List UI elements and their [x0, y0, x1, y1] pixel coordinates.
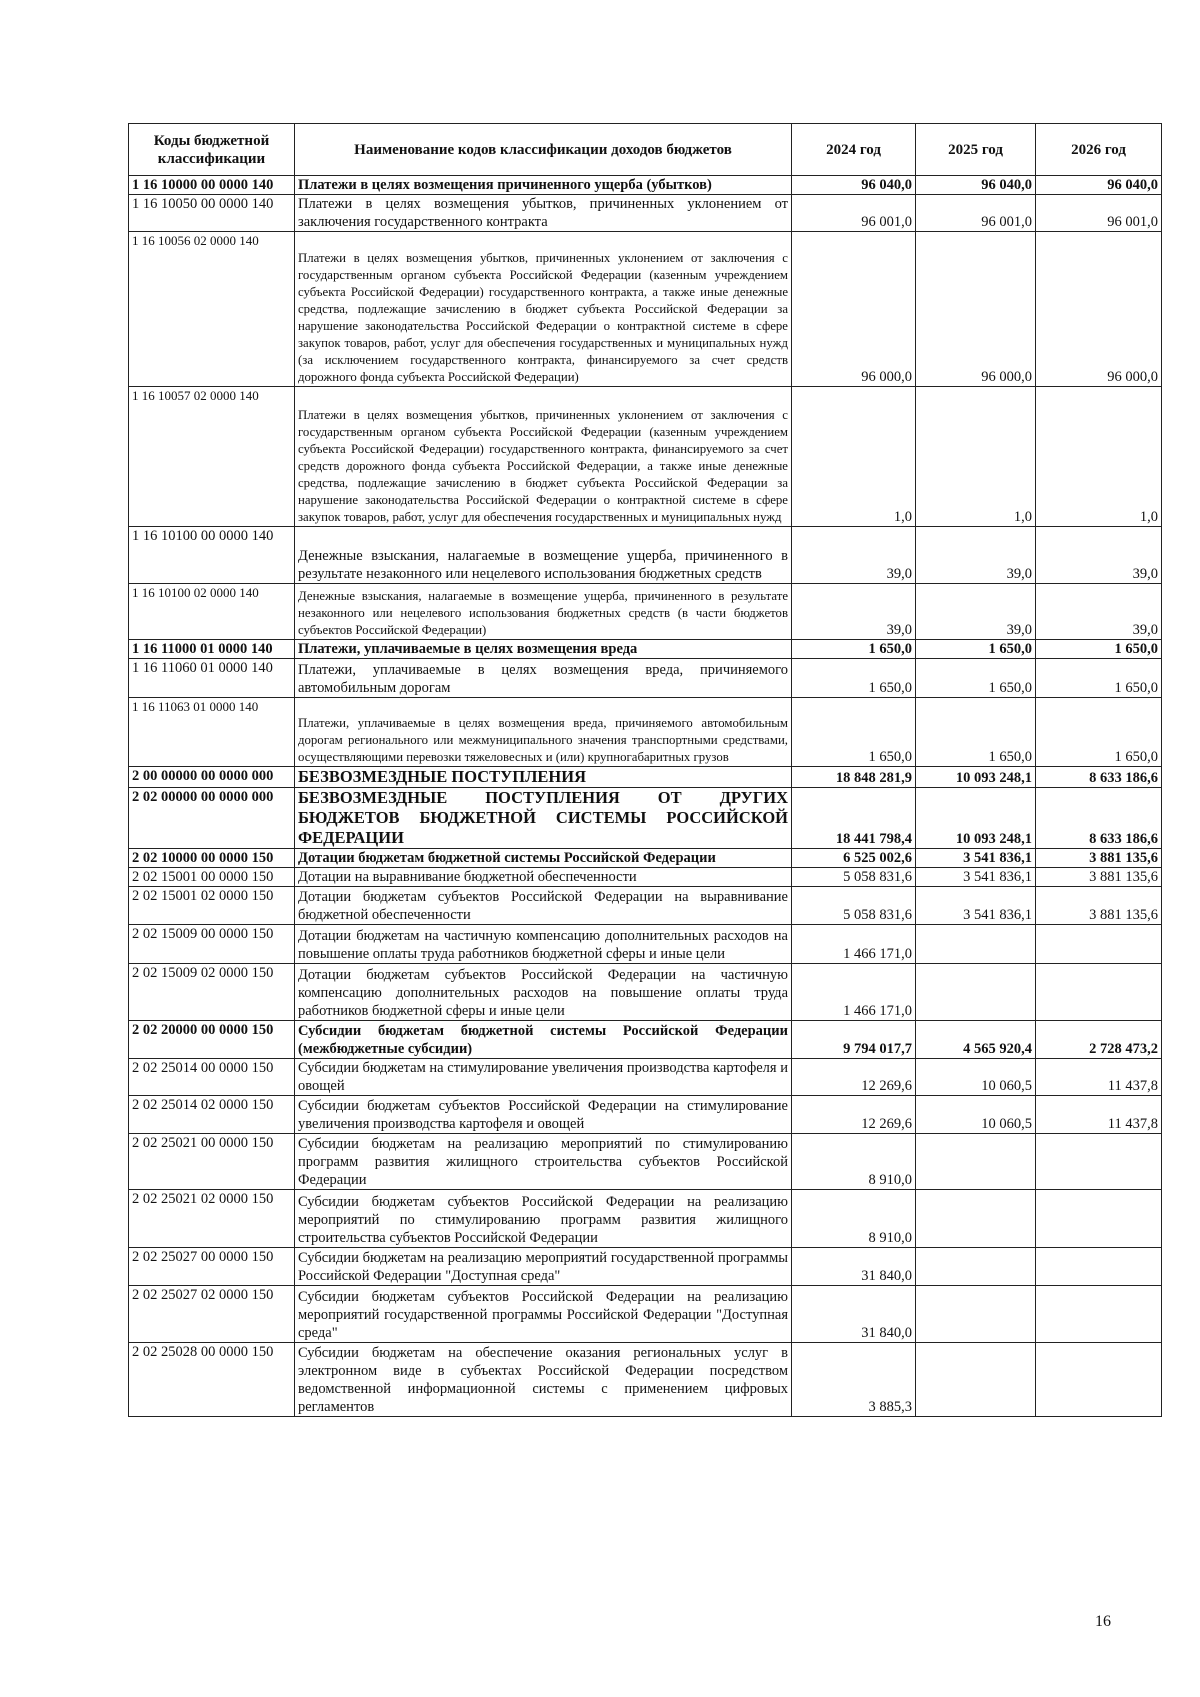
value-2025	[916, 964, 1036, 1021]
page-number: 16	[1095, 1613, 1111, 1630]
value-2025	[916, 1248, 1036, 1286]
budget-code: 2 00 00000 00 0000 000	[129, 767, 295, 788]
budget-code: 2 02 00000 00 0000 000	[129, 788, 295, 849]
value-2026: 96 001,0	[1036, 195, 1162, 232]
budget-item-name: Платежи в целях возмещения убытков, причиненных уклонением от заключения с государственным органом субъекта Российской Федерации (казенным учреждением субъекта Российской Федерации) государственного контракта, финансируемого за счет средств дорожного фонда субъекта Российской Федерации, а также иные денежные средства, подлежащие зачислению в бюджет субъекта Российской Федерации за нарушение законодательства Российской Федерации о контрактной системе в сфере закупок товаров, работ, услуг для обеспечения государственных и муниципальных нужд	[295, 387, 792, 527]
value-2024: 1 466 171,0	[792, 925, 916, 964]
budget-item-name: Платежи в целях возмещения убытков, причиненных уклонением от заключения с государственным органом субъекта Российской Федерации (казенным учреждением субъекта Российской Федерации) государственного контракта, а также иные денежные средства, подлежащие зачислению в бюджет субъекта Российской Федерации за нарушение законодательства Российской Федерации о контрактной системе в сфере закупок товаров, работ, услуг для обеспечения государственных и муниципальных нужд (за исключением государственного контракта, финансируемого за счет средств дорожного фонда субъекта Российской Федерации)	[295, 232, 792, 387]
value-2026	[1036, 1343, 1162, 1417]
value-2024: 18 441 798,4	[792, 788, 916, 849]
value-2024: 8 910,0	[792, 1190, 916, 1248]
table-row	[129, 868, 1162, 887]
budget-code: 2 02 25021 00 0000 150	[129, 1134, 295, 1190]
table-row	[129, 232, 1162, 387]
value-2024: 96 000,0	[792, 232, 916, 387]
value-2025: 1 650,0	[916, 698, 1036, 767]
budget-code: 2 02 10000 00 0000 150	[129, 849, 295, 868]
budget-item-name: Дотации бюджетам субъектов Российской Федерации на частичную компенсацию дополнительных расходов на повышение оплаты труда работников бюджетной сферы и иные цели	[295, 964, 792, 1021]
budget-item-name: Субсидии бюджетам бюджетной системы Российской Федерации (межбюджетные субсидии)	[295, 1021, 792, 1059]
budget-revenue-table	[128, 123, 1162, 1417]
value-2024: 8 910,0	[792, 1134, 916, 1190]
value-2024: 9 794 017,7	[792, 1021, 916, 1059]
budget-code: 2 02 25014 00 0000 150	[129, 1059, 295, 1096]
header-name: Наименование кодов классификации доходов бюджетов	[295, 124, 792, 176]
table-row	[129, 925, 1162, 964]
value-2025: 3 541 836,1	[916, 868, 1036, 887]
budget-item-name: Субсидии бюджетам субъектов Российской Федерации на реализацию мероприятий государственной программы Российской Федерации "Доступная среда"	[295, 1286, 792, 1343]
value-2025	[916, 1190, 1036, 1248]
budget-item-name: Платежи в целях возмещения убытков, причиненных уклонением от заключения государственного контракта	[295, 195, 792, 232]
budget-item-name: Субсидии бюджетам субъектов Российской Федерации на стимулирование увеличения производства картофеля и овощей	[295, 1096, 792, 1134]
table-row	[129, 527, 1162, 584]
budget-code: 1 16 10100 00 0000 140	[129, 527, 295, 584]
table-body	[129, 176, 1162, 1417]
table-row	[129, 1021, 1162, 1059]
header-2026: 2026 год	[1036, 124, 1162, 176]
value-2025: 39,0	[916, 584, 1036, 640]
value-2024: 39,0	[792, 527, 916, 584]
value-2024: 1 650,0	[792, 640, 916, 659]
budget-code: 1 16 11000 01 0000 140	[129, 640, 295, 659]
value-2025: 1 650,0	[916, 659, 1036, 698]
header-2025: 2025 год	[916, 124, 1036, 176]
value-2024: 1 650,0	[792, 698, 916, 767]
value-2024: 6 525 002,6	[792, 849, 916, 868]
value-2026: 1 650,0	[1036, 659, 1162, 698]
value-2025: 39,0	[916, 527, 1036, 584]
budget-code: 2 02 25028 00 0000 150	[129, 1343, 295, 1417]
budget-code: 1 16 11060 01 0000 140	[129, 659, 295, 698]
value-2024: 1,0	[792, 387, 916, 527]
value-2026: 3 881 135,6	[1036, 849, 1162, 868]
budget-item-name: Дотации бюджетам на частичную компенсацию дополнительных расходов на повышение оплаты труда работников бюджетной сферы и иные цели	[295, 925, 792, 964]
value-2026: 8 633 186,6	[1036, 788, 1162, 849]
budget-item-name: Денежные взыскания, налагаемые в возмещение ущерба, причиненного в результате незаконного или нецелевого использования бюджетных средств	[295, 527, 792, 584]
budget-item-name: БЕЗВОЗМЕЗДНЫЕ ПОСТУПЛЕНИЯ	[295, 767, 792, 788]
value-2024: 31 840,0	[792, 1286, 916, 1343]
table-row	[129, 1248, 1162, 1286]
budget-item-name: Платежи, уплачиваемые в целях возмещения вреда, причиняемого автомобильным дорогам	[295, 659, 792, 698]
value-2024: 18 848 281,9	[792, 767, 916, 788]
value-2026: 3 881 135,6	[1036, 868, 1162, 887]
budget-code: 1 16 11063 01 0000 140	[129, 698, 295, 767]
budget-code: 2 02 25027 02 0000 150	[129, 1286, 295, 1343]
budget-item-name: Субсидии бюджетам на обеспечение оказания региональных услуг в электронном виде в субъектах Российской Федерации посредством ведомственной информационной системы с применением цифровых регламентов	[295, 1343, 792, 1417]
budget-code: 2 02 25027 00 0000 150	[129, 1248, 295, 1286]
value-2026: 39,0	[1036, 584, 1162, 640]
budget-item-name: Денежные взыскания, налагаемые в возмещение ущерба, причиненного в результате незаконного или нецелевого использования бюджетных средств (в части бюджетов субъектов Российской Федерации)	[295, 584, 792, 640]
table-row	[129, 698, 1162, 767]
budget-item-name: Дотации бюджетам бюджетной системы Российской Федерации	[295, 849, 792, 868]
budget-item-name: Платежи в целях возмещения причиненного ущерба (убытков)	[295, 176, 792, 195]
budget-code: 1 16 10050 00 0000 140	[129, 195, 295, 232]
value-2025	[916, 1286, 1036, 1343]
value-2025	[916, 925, 1036, 964]
budget-item-name: Дотации на выравнивание бюджетной обеспеченности	[295, 868, 792, 887]
table-row	[129, 849, 1162, 868]
table-row	[129, 887, 1162, 925]
table-row	[129, 640, 1162, 659]
value-2026: 8 633 186,6	[1036, 767, 1162, 788]
value-2024: 5 058 831,6	[792, 887, 916, 925]
value-2026	[1036, 1248, 1162, 1286]
table-row	[129, 387, 1162, 527]
value-2025	[916, 1343, 1036, 1417]
value-2026: 39,0	[1036, 527, 1162, 584]
value-2026: 11 437,8	[1036, 1059, 1162, 1096]
value-2024: 31 840,0	[792, 1248, 916, 1286]
value-2026: 1 650,0	[1036, 640, 1162, 659]
budget-item-name: Платежи, уплачиваемые в целях возмещения вреда	[295, 640, 792, 659]
value-2024: 5 058 831,6	[792, 868, 916, 887]
budget-item-name: Субсидии бюджетам на реализацию мероприятий государственной программы Российской Федерации "Доступная среда"	[295, 1248, 792, 1286]
budget-code: 2 02 25021 02 0000 150	[129, 1190, 295, 1248]
table-row	[129, 584, 1162, 640]
budget-code: 1 16 10100 02 0000 140	[129, 584, 295, 640]
value-2024: 96 040,0	[792, 176, 916, 195]
value-2025: 4 565 920,4	[916, 1021, 1036, 1059]
value-2025: 3 541 836,1	[916, 849, 1036, 868]
value-2025: 3 541 836,1	[916, 887, 1036, 925]
value-2026: 3 881 135,6	[1036, 887, 1162, 925]
table-row	[129, 1134, 1162, 1190]
value-2026	[1036, 925, 1162, 964]
value-2024: 12 269,6	[792, 1059, 916, 1096]
value-2026	[1036, 1134, 1162, 1190]
value-2025: 1,0	[916, 387, 1036, 527]
budget-code: 1 16 10056 02 0000 140	[129, 232, 295, 387]
value-2025: 10 060,5	[916, 1096, 1036, 1134]
value-2025	[916, 1134, 1036, 1190]
value-2026	[1036, 1190, 1162, 1248]
table-row	[129, 1343, 1162, 1417]
value-2026: 1,0	[1036, 387, 1162, 527]
budget-item-name: Субсидии бюджетам субъектов Российской Федерации на реализацию мероприятий по стимулированию программ развития жилищного строительства субъектов Российской Федерации	[295, 1190, 792, 1248]
value-2026	[1036, 1286, 1162, 1343]
value-2025: 1 650,0	[916, 640, 1036, 659]
value-2025: 96 000,0	[916, 232, 1036, 387]
value-2024: 1 466 171,0	[792, 964, 916, 1021]
budget-code: 1 16 10000 00 0000 140	[129, 176, 295, 195]
value-2026	[1036, 964, 1162, 1021]
budget-code: 1 16 10057 02 0000 140	[129, 387, 295, 527]
header-2024: 2024 год	[792, 124, 916, 176]
table-row	[129, 1190, 1162, 1248]
table-row	[129, 767, 1162, 788]
value-2026: 2 728 473,2	[1036, 1021, 1162, 1059]
table-row	[129, 964, 1162, 1021]
budget-item-name: Платежи, уплачиваемые в целях возмещения вреда, причиняемого автомобильным дорогам регионального или межмуниципального значения транспортными средствами, осуществляющими перевозки тяжеловесных и (или) крупногабаритных грузов	[295, 698, 792, 767]
table-row	[129, 1096, 1162, 1134]
budget-item-name: Субсидии бюджетам на стимулирование увеличения производства картофеля и овощей	[295, 1059, 792, 1096]
table-row	[129, 176, 1162, 195]
value-2025: 10 093 248,1	[916, 788, 1036, 849]
budget-item-name: Субсидии бюджетам на реализацию мероприятий по стимулированию программ развития жилищного строительства субъектов Российской Федерации	[295, 1134, 792, 1190]
budget-item-name: БЕЗВОЗМЕЗДНЫЕ ПОСТУПЛЕНИЯ ОТ ДРУГИХ БЮДЖЕТОВ БЮДЖЕТНОЙ СИСТЕМЫ РОССИЙСКОЙ ФЕДЕРАЦИИ	[295, 788, 792, 849]
value-2026: 11 437,8	[1036, 1096, 1162, 1134]
budget-code: 2 02 15009 02 0000 150	[129, 964, 295, 1021]
value-2025: 96 040,0	[916, 176, 1036, 195]
value-2025: 10 060,5	[916, 1059, 1036, 1096]
table-row	[129, 788, 1162, 849]
table-row	[129, 1059, 1162, 1096]
table-row	[129, 195, 1162, 232]
value-2024: 3 885,3	[792, 1343, 916, 1417]
budget-code: 2 02 15001 00 0000 150	[129, 868, 295, 887]
value-2024: 39,0	[792, 584, 916, 640]
table-header-row	[129, 124, 1162, 176]
table-row	[129, 659, 1162, 698]
value-2024: 1 650,0	[792, 659, 916, 698]
budget-code: 2 02 15001 02 0000 150	[129, 887, 295, 925]
value-2026: 96 040,0	[1036, 176, 1162, 195]
value-2026: 1 650,0	[1036, 698, 1162, 767]
header-code: Коды бюджетной классификации	[129, 124, 295, 176]
budget-item-name: Дотации бюджетам субъектов Российской Федерации на выравнивание бюджетной обеспеченности	[295, 887, 792, 925]
table-row	[129, 1286, 1162, 1343]
value-2024: 96 001,0	[792, 195, 916, 232]
value-2026: 96 000,0	[1036, 232, 1162, 387]
value-2024: 12 269,6	[792, 1096, 916, 1134]
value-2025: 96 001,0	[916, 195, 1036, 232]
budget-code: 2 02 25014 02 0000 150	[129, 1096, 295, 1134]
budget-code: 2 02 15009 00 0000 150	[129, 925, 295, 964]
value-2025: 10 093 248,1	[916, 767, 1036, 788]
budget-code: 2 02 20000 00 0000 150	[129, 1021, 295, 1059]
